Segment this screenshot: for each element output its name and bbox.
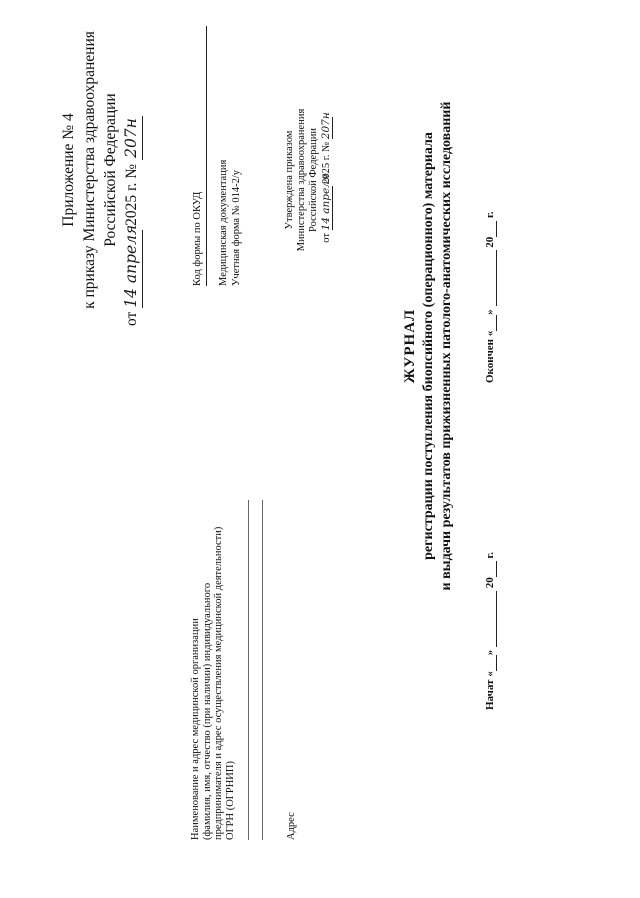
started-label: Начат « [484, 671, 496, 710]
organization-block [190, 520, 236, 840]
org-line1: Наименование и адрес медицинской организации [190, 618, 201, 840]
started-year-blank [484, 561, 497, 577]
finished-year-suffix: г. [484, 211, 496, 218]
approved-year-text: 2025 г. № [321, 141, 332, 184]
from-prefix: от [123, 311, 140, 326]
org-line4: ОГРН (ОГРНИП) [224, 761, 236, 840]
medical-doc-line1: Медицинская документация [218, 159, 229, 286]
approved-line1: Утверждена приказом [284, 130, 295, 230]
approved-line2: Министерства здравоохранения [296, 108, 307, 252]
finished-day-blank [484, 315, 497, 331]
started-year-suffix: г. [484, 552, 496, 559]
started-year-prefix: 20 [484, 577, 496, 589]
started-quote-close: » [484, 649, 496, 656]
approved-handwritten-number: 207н [320, 112, 332, 140]
org-line2: (фамилия, имя, отчество (при наличии) индивидуального [201, 582, 213, 840]
started-month-blank [484, 591, 497, 647]
approval-block [284, 50, 333, 310]
appendix-title: Приложение № 4 [60, 113, 77, 227]
finished-month-blank [484, 250, 497, 306]
approved-date-line [320, 50, 333, 310]
okud-label: Код формы по ОКУД [192, 191, 203, 286]
finished-label: Окончен « [484, 330, 496, 383]
org-fill-line-1 [248, 500, 249, 840]
started-day-blank [484, 655, 497, 671]
started-date-line [484, 552, 497, 710]
appendix-header [58, 10, 143, 330]
approved-handwritten-date: 14 апреля [320, 174, 332, 231]
finished-year-blank [484, 221, 497, 237]
appendix-order-line [121, 10, 143, 330]
medical-documentation-block [218, 26, 243, 286]
address-label: Адрес [286, 812, 297, 840]
finished-date-line [484, 211, 497, 383]
appendix-federation-line: Российской Федерации [102, 93, 119, 247]
journal-title-block [400, 56, 456, 636]
okud-code-field [192, 26, 207, 286]
journal-title: ЖУРНАЛ [402, 308, 418, 384]
org-fill-line-2 [262, 500, 263, 840]
approved-line3: Российской Федерации [308, 128, 319, 232]
handwritten-date: 14 апреля [121, 230, 143, 308]
finished-year-prefix: 20 [484, 236, 496, 248]
form-number-line: Учетная форма № 014-2/у [230, 169, 242, 286]
order-year-text: 2025 г. № [123, 163, 140, 226]
journal-subtitle-1: регистрации поступления биопсийного (операционного) материала [421, 132, 436, 560]
handwritten-order-number: 207н [121, 116, 143, 160]
approved-from-prefix: от [321, 233, 332, 243]
appendix-ministry-line: к приказу Министерства здравоохранения [81, 31, 98, 309]
journal-subtitle-2: и выдачи результатов прижизненных патолого-анатомических исследований [439, 101, 454, 591]
org-line3: предпринимателя и адрес осуществления медицинской деятельности) [213, 526, 224, 840]
finished-quote-close: » [484, 309, 496, 315]
